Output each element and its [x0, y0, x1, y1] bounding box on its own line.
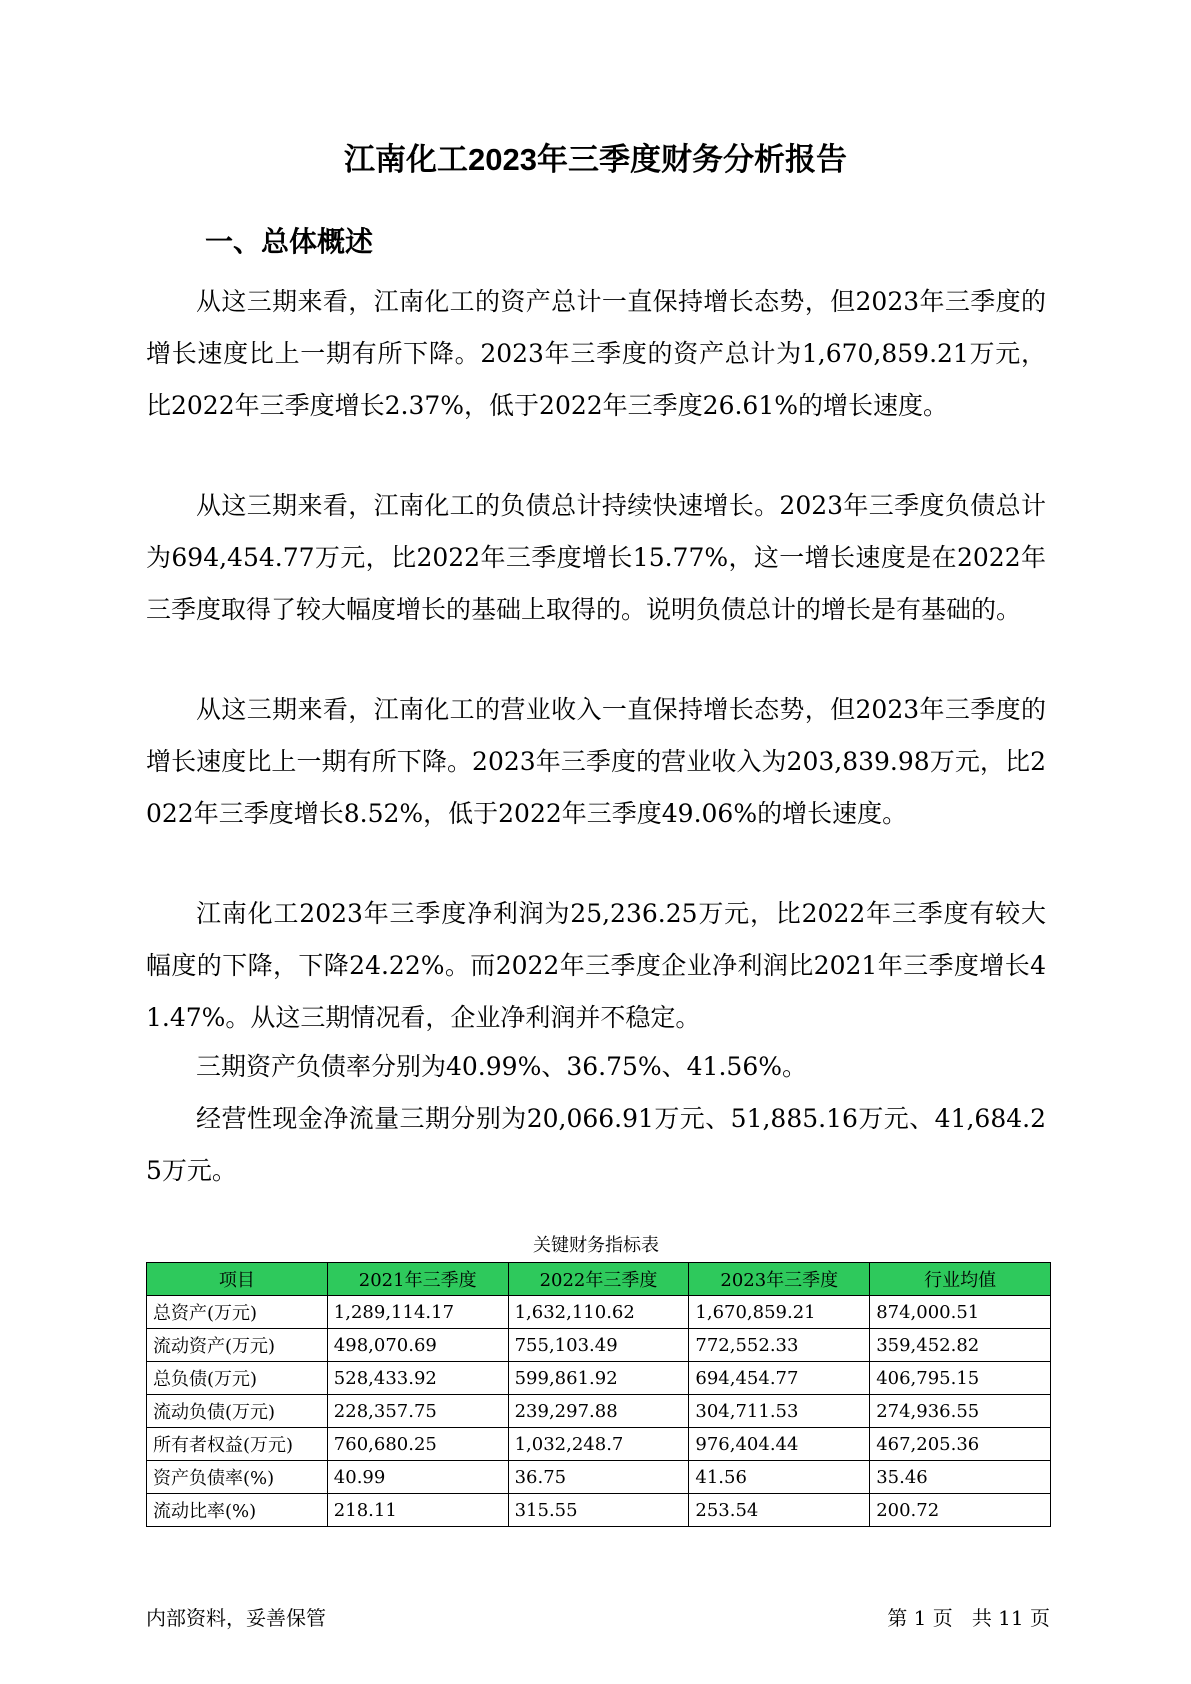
table-cell: 359,452.82: [870, 1329, 1051, 1362]
table-cell: 1,289,114.17: [327, 1296, 508, 1329]
column-header-2021q3: 2021年三季度: [327, 1263, 508, 1296]
table-cell: 274,936.55: [870, 1395, 1051, 1428]
section-heading: 一、总体概述: [205, 226, 374, 257]
table-cell: 760,680.25: [327, 1428, 508, 1461]
column-header-2023q3: 2023年三季度: [689, 1263, 870, 1296]
paragraph-total-assets: 从这三期来看，江南化工的资产总计一直保持增长态势，但2023年三季度的增长速度比上一期有所下降。2023年三季度的资产总计为1,670,859.21万元，比2022年三季度增长2.37%，低于2022年三季度26.61%的增长速度。: [146, 287, 1046, 420]
table-row: [147, 1362, 1051, 1395]
table-row: [147, 1296, 1051, 1329]
table-cell: 40.99: [327, 1461, 508, 1494]
table-cell: 36.75: [508, 1461, 689, 1494]
paragraph-debt-ratio: 三期资产负债率分别为40.99%、36.75%、41.56%。: [196, 1052, 807, 1081]
table-cell: 1,670,859.21: [689, 1296, 870, 1329]
paragraph-net-profit: 江南化工2023年三季度净利润为25,236.25万元，比2022年三季度有较大幅度的下降，下降24.22%。而2022年三季度企业净利润比2021年三季度增长41.47%。从这三期情况看，企业净利润并不稳定。: [146, 899, 1046, 1032]
table-row: [147, 1395, 1051, 1428]
table-header-row: [147, 1263, 1051, 1296]
table-cell: 所有者权益(万元): [147, 1428, 328, 1461]
table-cell: 772,552.33: [689, 1329, 870, 1362]
table-row: [147, 1428, 1051, 1461]
table-cell: 总负债(万元): [147, 1362, 328, 1395]
table-cell: 228,357.75: [327, 1395, 508, 1428]
footer-page-number: 第 1 页 共 11 页: [887, 1606, 1050, 1630]
table-cell: 35.46: [870, 1461, 1051, 1494]
table-row: [147, 1461, 1051, 1494]
footer-confidential-note: 内部资料，妥善保管: [146, 1606, 326, 1630]
table-cell: 1,032,248.7: [508, 1428, 689, 1461]
table-cell: 315.55: [508, 1494, 689, 1527]
table-cell: 874,000.51: [870, 1296, 1051, 1329]
paragraph-revenue: 从这三期来看，江南化工的营业收入一直保持增长态势，但2023年三季度的增长速度比上一期有所下降。2023年三季度的营业收入为203,839.98万元，比2022年三季度增长8.52%，低于2022年三季度49.06%的增长速度。: [146, 695, 1046, 828]
table-cell: 资产负债率(%): [147, 1461, 328, 1494]
table-cell: 976,404.44: [689, 1428, 870, 1461]
table-row: [147, 1494, 1051, 1527]
column-header-industry-average: 行业均值: [870, 1263, 1051, 1296]
table-cell: 流动比率(%): [147, 1494, 328, 1527]
table-row: [147, 1329, 1051, 1362]
table-cell: 239,297.88: [508, 1395, 689, 1428]
table-cell: 41.56: [689, 1461, 870, 1494]
paragraph-cash-flow: 经营性现金净流量三期分别为20,066.91万元、51,885.16万元、41,684.25万元。: [146, 1104, 1046, 1185]
table-cell: 467,205.36: [870, 1428, 1051, 1461]
table-caption: 关键财务指标表: [533, 1235, 659, 1256]
table-cell: 528,433.92: [327, 1362, 508, 1395]
table-cell: 200.72: [870, 1494, 1051, 1527]
table-cell: 599,861.92: [508, 1362, 689, 1395]
table-cell: 253.54: [689, 1494, 870, 1527]
key-financial-metrics-table: [146, 1262, 1051, 1527]
table-cell: 218.11: [327, 1494, 508, 1527]
paragraph-total-liabilities: 从这三期来看，江南化工的负债总计持续快速增长。2023年三季度负债总计为694,454.77万元，比2022年三季度增长15.77%，这一增长速度是在2022年三季度取得了较大幅度增长的基础上取得的。说明负债总计的增长是有基础的。: [146, 491, 1046, 624]
table-cell: 总资产(万元): [147, 1296, 328, 1329]
table-cell: 694,454.77: [689, 1362, 870, 1395]
table-cell: 406,795.15: [870, 1362, 1051, 1395]
table-cell: 流动资产(万元): [147, 1329, 328, 1362]
column-header-item: 项目: [147, 1263, 328, 1296]
table-cell: 1,632,110.62: [508, 1296, 689, 1329]
table-cell: 498,070.69: [327, 1329, 508, 1362]
document-title: 江南化工2023年三季度财务分析报告: [344, 142, 847, 177]
column-header-2022q3: 2022年三季度: [508, 1263, 689, 1296]
table-cell: 304,711.53: [689, 1395, 870, 1428]
table-cell: 流动负债(万元): [147, 1395, 328, 1428]
table-cell: 755,103.49: [508, 1329, 689, 1362]
